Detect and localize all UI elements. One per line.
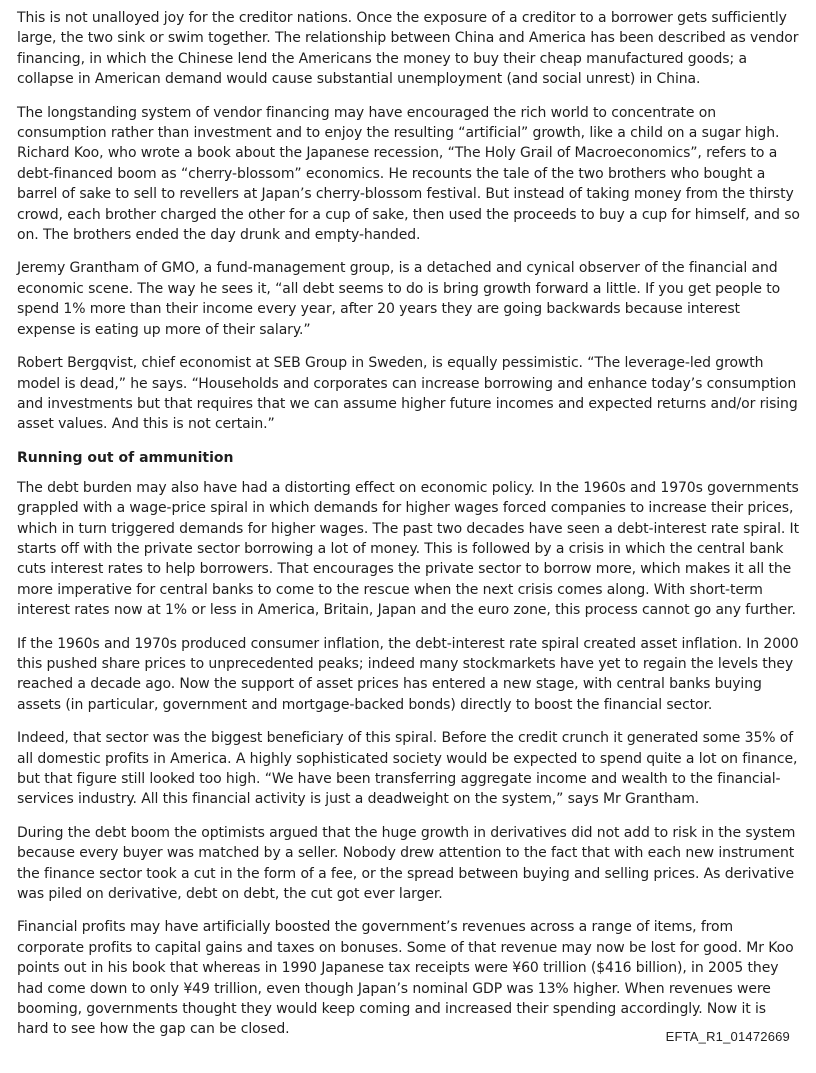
section-heading: Running out of ammunition [17, 449, 234, 466]
document-id-label: EFTA_R1_01472669 [665, 1029, 790, 1044]
paragraph-bergqvist-quote: Robert Bergqvist, chief economist at SEB Group in Sweden, is equally pessimistic. “The leverage-led growth model is dead,” he says. “Households and corporates can increase borrowing and enhance today’s consumption and investments but that requires that we can assume higher future incomes and expected returns and/or rising asset values. And this is not certain.” [17, 355, 798, 433]
document-body [17, 8, 800, 1053]
paragraph-debt-interest-spiral: The debt burden may also have had a distorting effect on economic policy. In the 1960s and 1970s governments grappled with a wage-price spiral in which demands for higher wages forced companies to increase their prices, which in turn triggered demands for higher wages. The past two decades have seen a debt-interest rate spiral. It starts off with the private sector borrowing a lot of money. This is followed by a crisis in which the central bank cuts interest rates to help borrowers. That encourages the private sector to borrow more, which makes it all the more imperative for central banks to come to the rescue when the next crisis comes along. With short-term interest rates now at 1% or less in America, Britain, Japan and the euro zone, this process cannot go any further. [17, 479, 799, 619]
paragraph-financial-sector: Indeed, that sector was the biggest beneficiary of this spiral. Before the credit crunch it generated some 35% of all domestic profits in America. A highly sophisticated society would be expected to spend quite a lot on finance, but that figure still looked too high. “We have been transferring aggregate income and wealth to the financial-services industry. All this financial activity is just a deadweight on the system,” says Mr Grantham. [17, 730, 798, 808]
paragraph-government-revenues: Financial profits may have artificially boosted the government’s revenues across a range of items, from corporate profits to capital gains and taxes on bonuses. Some of that revenue may now be lost for good. Mr Koo points out in his book that whereas in 1990 Japanese tax receipts were ¥60 trillion ($416 billion), in 2005 they had come down to only ¥49 trillion, even though Japan’s nominal GDP was 13% higher. When revenues were booming, governments thought they would keep coming and increased their spending accordingly. Now it is hard to see how the gap can be closed. [17, 919, 794, 1038]
paragraph-grantham-quote: Jeremy Grantham of GMO, a fund-management group, is a detached and cynical observer of the financial and economic scene. The way he sees it, “all debt seems to do is bring growth forward a little. If you get people to spend 1% more than their income every year, after 20 years they are going backwards because interest expense is eating up more of their salary.” [17, 260, 781, 338]
paragraph-vendor-financing: The longstanding system of vendor financing may have encouraged the rich world to concentrate on consumption rather than investment and to enjoy the resulting “artificial” growth, like a child on a sugar high. Richard Koo, who wrote a book about the Japanese recession, “The Holy Grail of Macroeconomics”, refers to a debt-financed boom as “cherry-blossom” economics. He recounts the tale of the two brothers who bought a barrel of sake to sell to revellers at Japan’s cherry-blossom festival. But instead of taking money from the thirsty crowd, each brother charged the other for a cup of sake, then used the proceeds to buy a cup for himself, and so on. The brothers ended the day drunk and empty-handed. [17, 104, 800, 244]
paragraph-creditor-nations: This is not unalloyed joy for the creditor nations. Once the exposure of a creditor to a borrower gets sufficiently large, the two sink or swim together. The relationship between China and America has been described as vendor financing, in which the Chinese lend the Americans the money to buy their cheap manufactured goods; a collapse in American demand would cause substantial unemployment (and social unrest) in China. [17, 10, 799, 88]
paragraph-asset-inflation: If the 1960s and 1970s produced consumer inflation, the debt-interest rate spiral created asset inflation. In 2000 this pushed share prices to unprecedented peaks; indeed many stockmarkets have yet to regain the levels they reached a decade ago. Now the support of asset prices has entered a new stage, with central banks buying assets (in particular, government and mortgage-backed bonds) directly to boost the financial sector. [17, 635, 799, 713]
paragraph-derivatives: During the debt boom the optimists argued that the huge growth in derivatives did not add to risk in the system because every buyer was matched by a seller. Nobody drew attention to the fact that with each new instrument the finance sector took a cut in the form of a fee, or the spread between buying and selling prices. As derivative was piled on derivative, debt on debt, the cut got ever larger. [17, 824, 796, 903]
